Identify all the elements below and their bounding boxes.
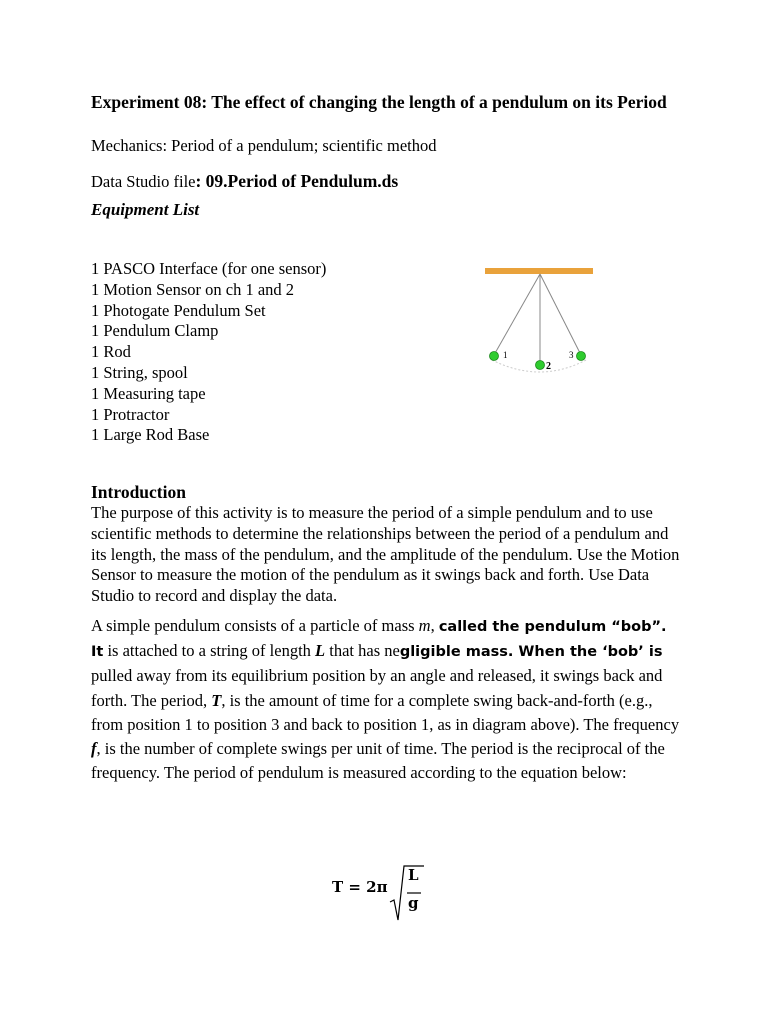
text-run: is attached to a string of length	[103, 641, 316, 661]
introduction-paragraph-2	[91, 614, 681, 785]
pendulum-support-bar	[485, 268, 593, 274]
pendulum-bob-1	[490, 352, 499, 361]
pendulum-string-left	[494, 274, 540, 355]
equipment-item: 1 PASCO Interface (for one sensor)	[91, 259, 327, 278]
formula-numerator: L	[408, 866, 419, 884]
text-run: ,	[430, 616, 439, 635]
equipment-item: 1 Rod	[91, 342, 131, 362]
period-symbol: T	[211, 690, 222, 710]
pendulum-label-2: 2	[546, 361, 551, 372]
frequency-symbol: f	[91, 739, 97, 759]
equipment-heading: Equipment List	[91, 200, 200, 219]
equipment-list	[91, 259, 326, 446]
equipment-item: 1 Pendulum Clamp	[91, 321, 219, 341]
formula-denominator: g	[408, 894, 419, 912]
text-run: pulled away from its equilibrium position by an angle and released, it swings back and forth. The period,	[91, 666, 663, 710]
data-studio-file-line	[91, 171, 398, 192]
bold-text-run: called the pendulum “bob”. It	[91, 619, 667, 661]
mass-symbol: m	[418, 616, 431, 635]
pendulum-bob-2	[536, 361, 545, 370]
period-formula	[332, 862, 432, 926]
equipment-item: 1 String, spool	[91, 362, 188, 382]
length-symbol: L	[315, 641, 326, 661]
pendulum-label-1: 1	[503, 350, 508, 360]
formula-lhs: T = 2π	[332, 878, 388, 896]
bold-text-run: gligible mass. When the ‘bob’ is	[399, 644, 663, 661]
experiment-title: Experiment 08: The effect of changing the length of a pendulum on its Period	[91, 92, 667, 112]
equipment-item: 1 Photogate Pendulum Set	[91, 300, 266, 320]
text-run: A simple pendulum consists of a particle of mass	[91, 616, 419, 635]
pendulum-label-3: 3	[569, 350, 574, 360]
pendulum-bob-3	[577, 352, 586, 361]
equipment-item: 1 Measuring tape	[91, 383, 206, 403]
equipment-item: 1 Protractor	[91, 404, 170, 424]
subtitle: Mechanics: Period of a pendulum; scientific method	[91, 136, 437, 155]
text-run: , is the amount of time for a complete swing back-and-forth (e.g., from position 1 to position 3 and back to position 1, as in diagram above). The frequency	[91, 690, 680, 734]
introduction-heading: Introduction	[91, 482, 186, 502]
introduction-paragraph-1: The purpose of this activity is to measure the period of a simple pendulum and to use scientific methods to determine the relationships between the period of a pendulum and its length, the mass of the pendulum, and the amplitude of the pendulum. Use the Motion Sensor to measure the motion of the pendulum as it swings back and forth. Use Data Studio to record and display the data.	[91, 503, 680, 606]
equipment-item: 1 Motion Sensor on ch 1 and 2	[91, 279, 295, 299]
pendulum-diagram	[480, 262, 600, 382]
text-run: that has ne	[325, 641, 400, 661]
data-studio-label: Data Studio file	[91, 172, 196, 191]
equipment-item: 1 Large Rod Base	[91, 425, 210, 445]
data-studio-filename: : 09.Period of Pendulum.ds	[195, 171, 399, 191]
pendulum-string-right	[540, 274, 581, 355]
text-run: , is the number of complete swings per unit of time. The period is the reciprocal of the frequency. The period of pendulum is measured according to the equation below:	[91, 739, 665, 783]
